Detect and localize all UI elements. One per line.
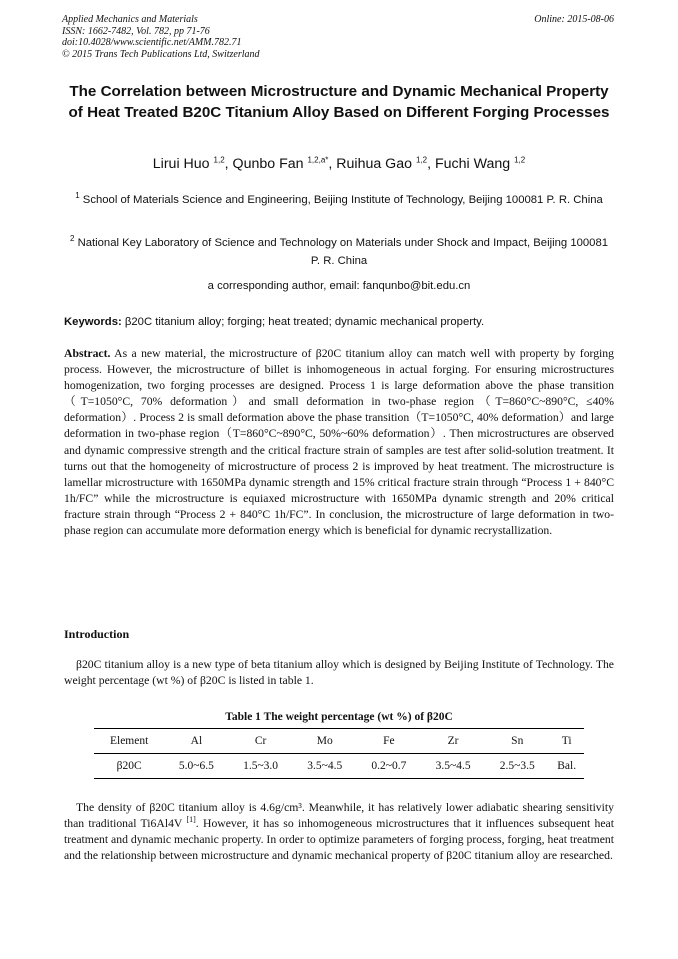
affiliation-text: National Key Laboratory of Science and Technology on Materials under Shock and Impact, Beijing 100081 P. R. China (77, 237, 609, 267)
table-cell: 1.5~3.0 (243, 760, 279, 772)
author-affiliation-sup: 1,2,a* (307, 155, 329, 165)
table-header-row (94, 729, 584, 754)
author-affiliation-sup: 1,2 (415, 155, 428, 165)
paragraph-text: The density of β20C titanium alloy is 4.6g/cm³. Meanwhile, it has relatively lower adiabatic shearing sensitivity than traditional Ti6Al4V (64, 801, 614, 831)
table-cell: 2.5~3.5 (499, 760, 535, 772)
affiliation-sup: 1 (75, 191, 80, 201)
abstract-label: Abstract. (64, 347, 111, 360)
affiliation-text: School of Materials Science and Engineering, Beijing Institute of Technology, Beijing 100081 P. R. China (82, 194, 603, 206)
paper-title: The Correlation between Microstructure and Dynamic Mechanical Property of Heat Treated B20C Titanium Alloy Based on Different Forging Processes (68, 83, 610, 121)
author-name: Fuchi Wang (434, 156, 511, 172)
table-cell: β20C (116, 760, 142, 772)
citation-ref[interactable]: [1] (186, 815, 196, 825)
section-heading-introduction: Introduction (64, 627, 130, 641)
table-row (94, 754, 584, 779)
table-header-cell: Element (94, 729, 164, 754)
keywords-text: β20C titanium alloy; forging; heat treated; dynamic mechanical property. (124, 316, 485, 328)
table-header-cell: Fe (357, 729, 421, 754)
table-cell: 0.2~0.7 (371, 760, 407, 772)
table-cell: 3.5~4.5 (435, 760, 471, 772)
intro-paragraph-2 (64, 800, 614, 864)
keywords (64, 316, 614, 328)
doi-line[interactable]: doi:10.4028/www.scientific.net/AMM.782.71 (62, 37, 242, 49)
affiliation-sup: 2 (69, 234, 75, 244)
affiliation-2 (64, 234, 614, 270)
keywords-label: Keywords: (64, 316, 122, 328)
abstract (64, 346, 614, 539)
journal-name: Applied Mechanics and Materials (62, 14, 198, 25)
paragraph-text: . However, it has so inhomogeneous microstructures that it influences subsequent heat treatment and dynamic mechanic property. In order to optimize parameters of forging process, forging, heat treatment and the relationship between microstructure and dynamic mechanical property of β20C titanium alloy are researched. (64, 817, 614, 863)
author-name: Qunbo Fan (232, 156, 304, 172)
author-affiliation-sup: 1,2 (514, 155, 526, 165)
table-cell: 5.0~6.5 (178, 760, 214, 772)
author-name: Ruihua Gao (336, 156, 412, 172)
table-caption: Table 1 The weight percentage (wt %) of β20C (225, 711, 453, 723)
journal-header (62, 14, 260, 60)
weight-percentage-table (94, 728, 584, 779)
corresponding-author: a corresponding author, email: fanqunbo@bit.edu.cn (207, 280, 471, 292)
author-affiliation-sup: 1,2 (213, 155, 225, 165)
issn-line: ISSN: 1662-7482, Vol. 782, pp 71-76 (62, 25, 210, 37)
table-header-cell: Cr (228, 729, 292, 754)
table-header-cell: Ti (549, 729, 584, 754)
abstract-text: As a new material, the microstructure of β20C titanium alloy can match well with property by forging process. However, the microstructure of billet is inhomogeneous in actual forging. For ensuring microstructures homogenization, two forging processes are designed. Process 1 is large deformation above the phase transition（T=1050°C, 70% deformation）and small deformation in two-phase region（T=860°C~890°C, ≤40% deformation）. Process 2 is small deformation above the phase transition（T=1050°C, 40% deformation）and large deformation in two-phase region（T=860°C~890°C, 50%~60% deformation）. Then microstructures are observed and dynamic compressive strength and the critical fracture strain of samples are test after solid-solution treatment. It turns out that the homogeneity of microstructure of process 2 is improved by heat treatment. The microstructure is lamellar microstructure with 1650MPa dynamic strength and 15% critical fracture strain through “Process 1 + 840°C 1h/FC” while the microstructure is equiaxed microstructure with 1650MPa dynamic strength and 20% critical fracture strain through “Process 2 + 840°C 1h/FC”. In conclusion, the microstructure of large deformation in two-phase region can accumulate more deformation energy which is beneficial for dynamic recrystallization. (64, 347, 614, 538)
copyright-line: © 2015 Trans Tech Publications Ltd, Switzerland (62, 48, 260, 60)
online-date: Online: 2015-08-06 (534, 14, 614, 25)
affiliation-1 (64, 191, 614, 209)
table-cell: Bal. (557, 760, 577, 772)
table-header-cell: Sn (485, 729, 549, 754)
table-header-cell: Al (164, 729, 228, 754)
intro-paragraph-1: β20C titanium alloy is a new type of beta titanium alloy which is designed by Beijing Institute of Technology. The weight percentage (wt %) of β20C is listed in table 1. (64, 658, 614, 688)
table-header-cell: Mo (293, 729, 357, 754)
table-header-cell: Zr (421, 729, 485, 754)
author-list: Lirui Huo $^{1,2}$, Qunbo Fan $^{1,2,a*}$, Ruihua Gao $^{1,2}$, Fuchi Wang $^{1,2}$ (152, 155, 526, 172)
table-cell: 3.5~4.5 (307, 760, 343, 772)
author-name: Lirui Huo (152, 156, 210, 172)
